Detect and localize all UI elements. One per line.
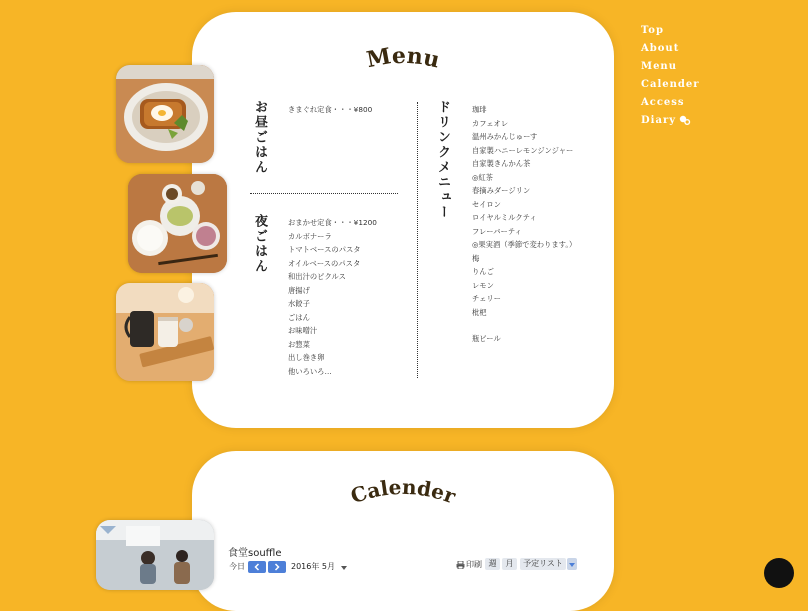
print-button[interactable] bbox=[456, 559, 484, 571]
list-item: 瓶ビール bbox=[472, 334, 501, 343]
photo-coffee bbox=[116, 283, 214, 381]
month-view-button[interactable]: 月 bbox=[502, 558, 517, 570]
printer-icon bbox=[456, 561, 465, 569]
dinner-title: 夜ごはん bbox=[252, 214, 267, 274]
list-item: チェリー bbox=[472, 294, 501, 303]
caret-down-icon bbox=[568, 561, 576, 569]
list-item: 珈琲 bbox=[472, 105, 487, 114]
nav-menu[interactable]: Menu bbox=[641, 61, 677, 72]
main-nav bbox=[641, 24, 700, 132]
list-item: お惣菜 bbox=[288, 339, 310, 349]
list-item: おまかせ定食・・・¥1200 bbox=[288, 218, 377, 227]
nav-access[interactable]: Access bbox=[641, 97, 685, 108]
list-item: フレーバーティ bbox=[472, 226, 522, 236]
photo-dinner-set bbox=[128, 174, 227, 273]
list-item: 温州みかんじゅーす bbox=[472, 132, 538, 141]
list-item: カフェオレ bbox=[472, 118, 509, 128]
list-item: 唐揚げ bbox=[288, 285, 310, 295]
nav-calender[interactable]: Calender bbox=[641, 79, 700, 90]
lunch-list bbox=[288, 103, 372, 117]
lunch-title: お昼ごはん bbox=[252, 100, 267, 175]
drink-list bbox=[472, 103, 576, 346]
svg-text:Calender: Calender bbox=[347, 474, 459, 509]
list-item: きまぐれ定食・・・¥800 bbox=[288, 105, 373, 114]
list-item: ◎果実酒（季節で変わります。） bbox=[472, 240, 577, 249]
nav-top[interactable]: Top bbox=[641, 25, 664, 36]
list-item: 和出汁のピクルス bbox=[288, 272, 346, 281]
photo-lunch-toast bbox=[116, 65, 214, 163]
nav-diary[interactable] bbox=[641, 114, 700, 132]
photo-diners bbox=[96, 520, 214, 590]
month-picker-button[interactable] bbox=[339, 561, 349, 573]
list-item: 自家製ハニーレモンジンジャー bbox=[472, 145, 574, 155]
calendar-card bbox=[192, 451, 614, 611]
list-item: ロイヤルミルクティ bbox=[472, 213, 537, 222]
next-month-button[interactable] bbox=[268, 561, 286, 573]
current-month: 2016年 5月 bbox=[291, 562, 335, 571]
list-item: オイルベースのパスタ bbox=[288, 258, 361, 268]
nav-diary-label: Diary bbox=[641, 115, 677, 126]
column-divider bbox=[417, 102, 418, 378]
list-item: 春摘みダージリン bbox=[472, 186, 531, 195]
list-item: ◎紅茶 bbox=[472, 172, 493, 182]
list-item: 水餃子 bbox=[288, 299, 310, 308]
calendar-title bbox=[192, 451, 614, 531]
list-item: 他いろいろ… bbox=[288, 366, 332, 376]
list-item: 出し巻き卵 bbox=[288, 353, 325, 362]
list-item: りんご bbox=[472, 267, 494, 276]
nav-about[interactable]: About bbox=[641, 43, 680, 54]
drink-title: ドリンクメニュー bbox=[435, 100, 450, 220]
caret-down-icon bbox=[340, 564, 348, 572]
list-item: お味噌汁 bbox=[288, 326, 318, 335]
view-menu-button[interactable] bbox=[567, 558, 577, 570]
list-item: トマトベースのパスタ bbox=[288, 245, 361, 254]
svg-text:Menu: Menu bbox=[364, 42, 443, 74]
agenda-view-button[interactable]: 予定リスト bbox=[520, 558, 566, 570]
list-item: 枇杷 bbox=[472, 307, 487, 317]
print-label: 印刷 bbox=[466, 560, 482, 569]
list-item: セイロン bbox=[472, 199, 501, 209]
week-view-button[interactable]: 週 bbox=[485, 558, 500, 570]
menu-title bbox=[192, 12, 614, 92]
bubbles-icon bbox=[679, 115, 691, 126]
list-item: 梅 bbox=[472, 253, 480, 263]
dinner-list bbox=[288, 216, 377, 378]
list-item: 自家製きんかん茶 bbox=[472, 159, 531, 168]
list-item: レモン bbox=[472, 280, 494, 290]
scroll-top-button[interactable] bbox=[764, 558, 794, 588]
prev-month-button[interactable] bbox=[248, 561, 266, 573]
section-divider bbox=[250, 193, 398, 194]
today-button[interactable]: 今日 bbox=[229, 562, 245, 571]
list-item: ごはん bbox=[288, 312, 310, 322]
list-item: カルボナーラ bbox=[288, 231, 332, 241]
calendar-name: 食堂souffle bbox=[228, 548, 282, 559]
